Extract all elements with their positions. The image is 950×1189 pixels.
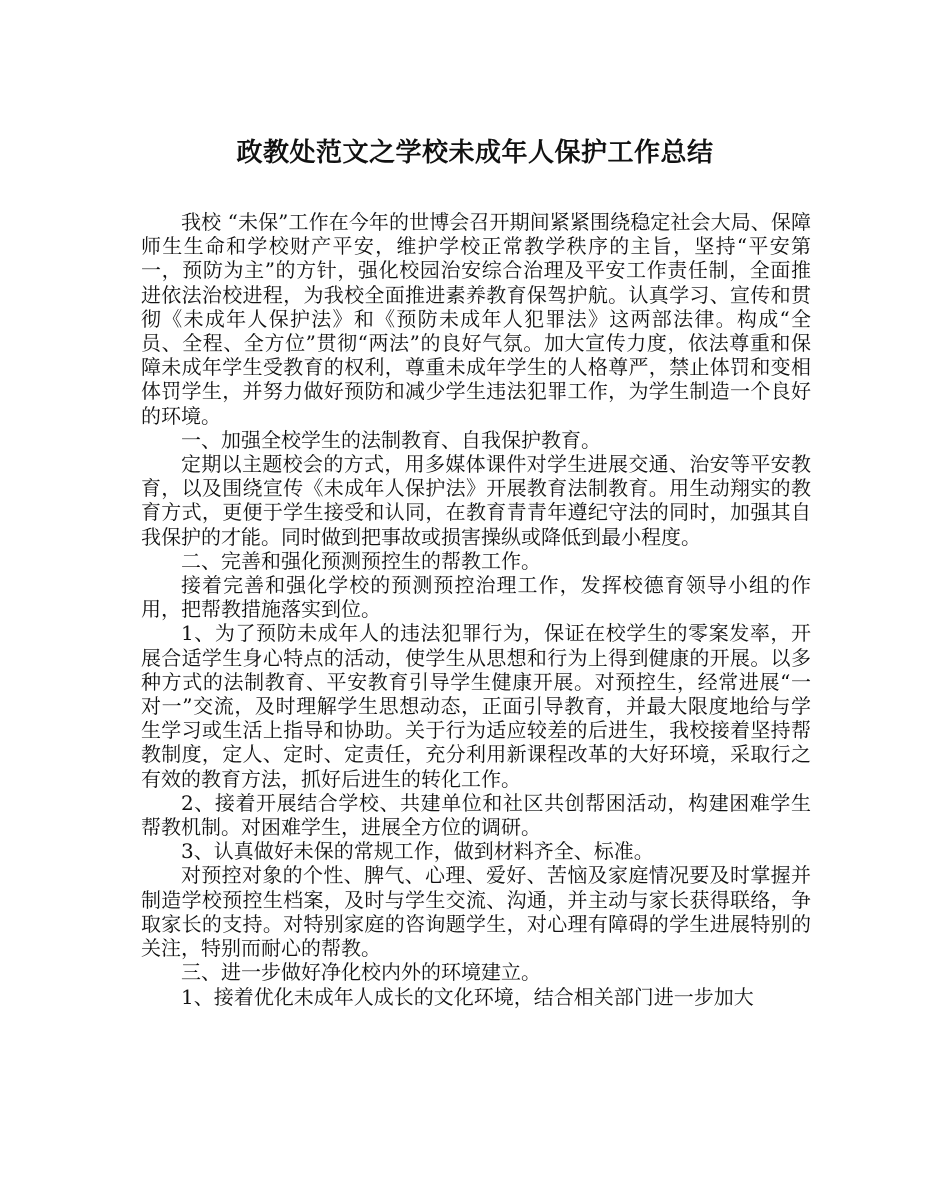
- paragraph: 3、认真做好未保的常规工作，做到材料齐全、标准。: [181, 839, 654, 864]
- paragraph: 对预控对象的个性、脾气、心理、爱好、苦恼及家庭情况要及时掌握并制造学校预控生档案，及时与学生交流、沟通，并主动与家长获得联络，争取家长的支持。对特别家庭的咨询题学生，对心理有障碍的学生进展特别的关注，特别而耐心的帮教。: [141, 863, 811, 961]
- section-heading-1: 一、加强全校学生的法制教育、自我保护教育。: [181, 427, 601, 452]
- section-heading-3: 三、进一步做好净化校内外的环境建立。: [181, 960, 541, 985]
- document-title: 政教处范文之学校未成年人保护工作总结: [236, 138, 714, 168]
- document-body: [141, 210, 811, 1009]
- paragraph-intro: 我校 “未保”工作在今年的世博会召开期间紧紧围绕稳定社会大局、保障师生生命和学校财产平安，维护学校正常教学秩序的主旨，坚持“平安第一，预防为主”的方针，强化校园治安综合治理及平安工作责任制，全面推进依法治校进程，为我校全面推进素养教育保驾护航。认真学习、宣传和贯彻《未成年人保护法》和《预防未成年人犯罪法》这两部法律。构成“全员、全程、全方位”贯彻“两法”的良好气氛。加大宣传力度，依法尊重和保障未成年学生受教育的权利，尊重未成年学生的人格尊严，禁止体罚和变相体罚学生，并努力做好预防和减少学生违法犯罪工作，为学生制造一个良好的环境。: [141, 210, 811, 428]
- paragraph: 2、接着开展结合学校、共建单位和社区共创帮困活动，构建困难学生帮教机制。对困难学生，进展全方位的调研。: [141, 790, 811, 840]
- paragraph: 1、接着优化未成年人成长的文化环境，结合相关部门进一步加大: [181, 984, 754, 1009]
- paragraph: 接着完善和强化学校的预测预控治理工作，发挥校德育领导小组的作用，把帮教措施落实到位。: [141, 573, 811, 622]
- paragraph: 1、为了预防未成年人的违法犯罪行为，保证在校学生的零案发率，开展合适学生身心特点的活动，使学生从思想和行为上得到健康的开展。以多种方式的法制教育、平安教育引导学生健康开展。对预控生，经常进展“一对一”交流，及时理解学生思想动态，正面引导教育，并最大限度地给与学生学习或生活上指导和协助。关于行为适应较差的后进生，我校接着坚持帮教制度，定人、定时、定责任，充分利用新课程改革的大好环境，采取行之有效的教育方法，抓好后进生的转化工作。: [141, 621, 811, 791]
- paragraph: 定期以主题校会的方式，用多媒体课件对学生进展交通、治安等平安教育，以及围绕宣传《未成年人保护法》开展教育法制教育。用生动翔实的教育方式，更便于学生接受和认同，在教育青青年遵纪守法的同时，加强其自我保护的才能。同时做到把事故或损害操纵或降低到最小程度。: [141, 452, 811, 549]
- section-heading-2: 二、完善和强化预测预控生的帮教工作。: [181, 548, 541, 573]
